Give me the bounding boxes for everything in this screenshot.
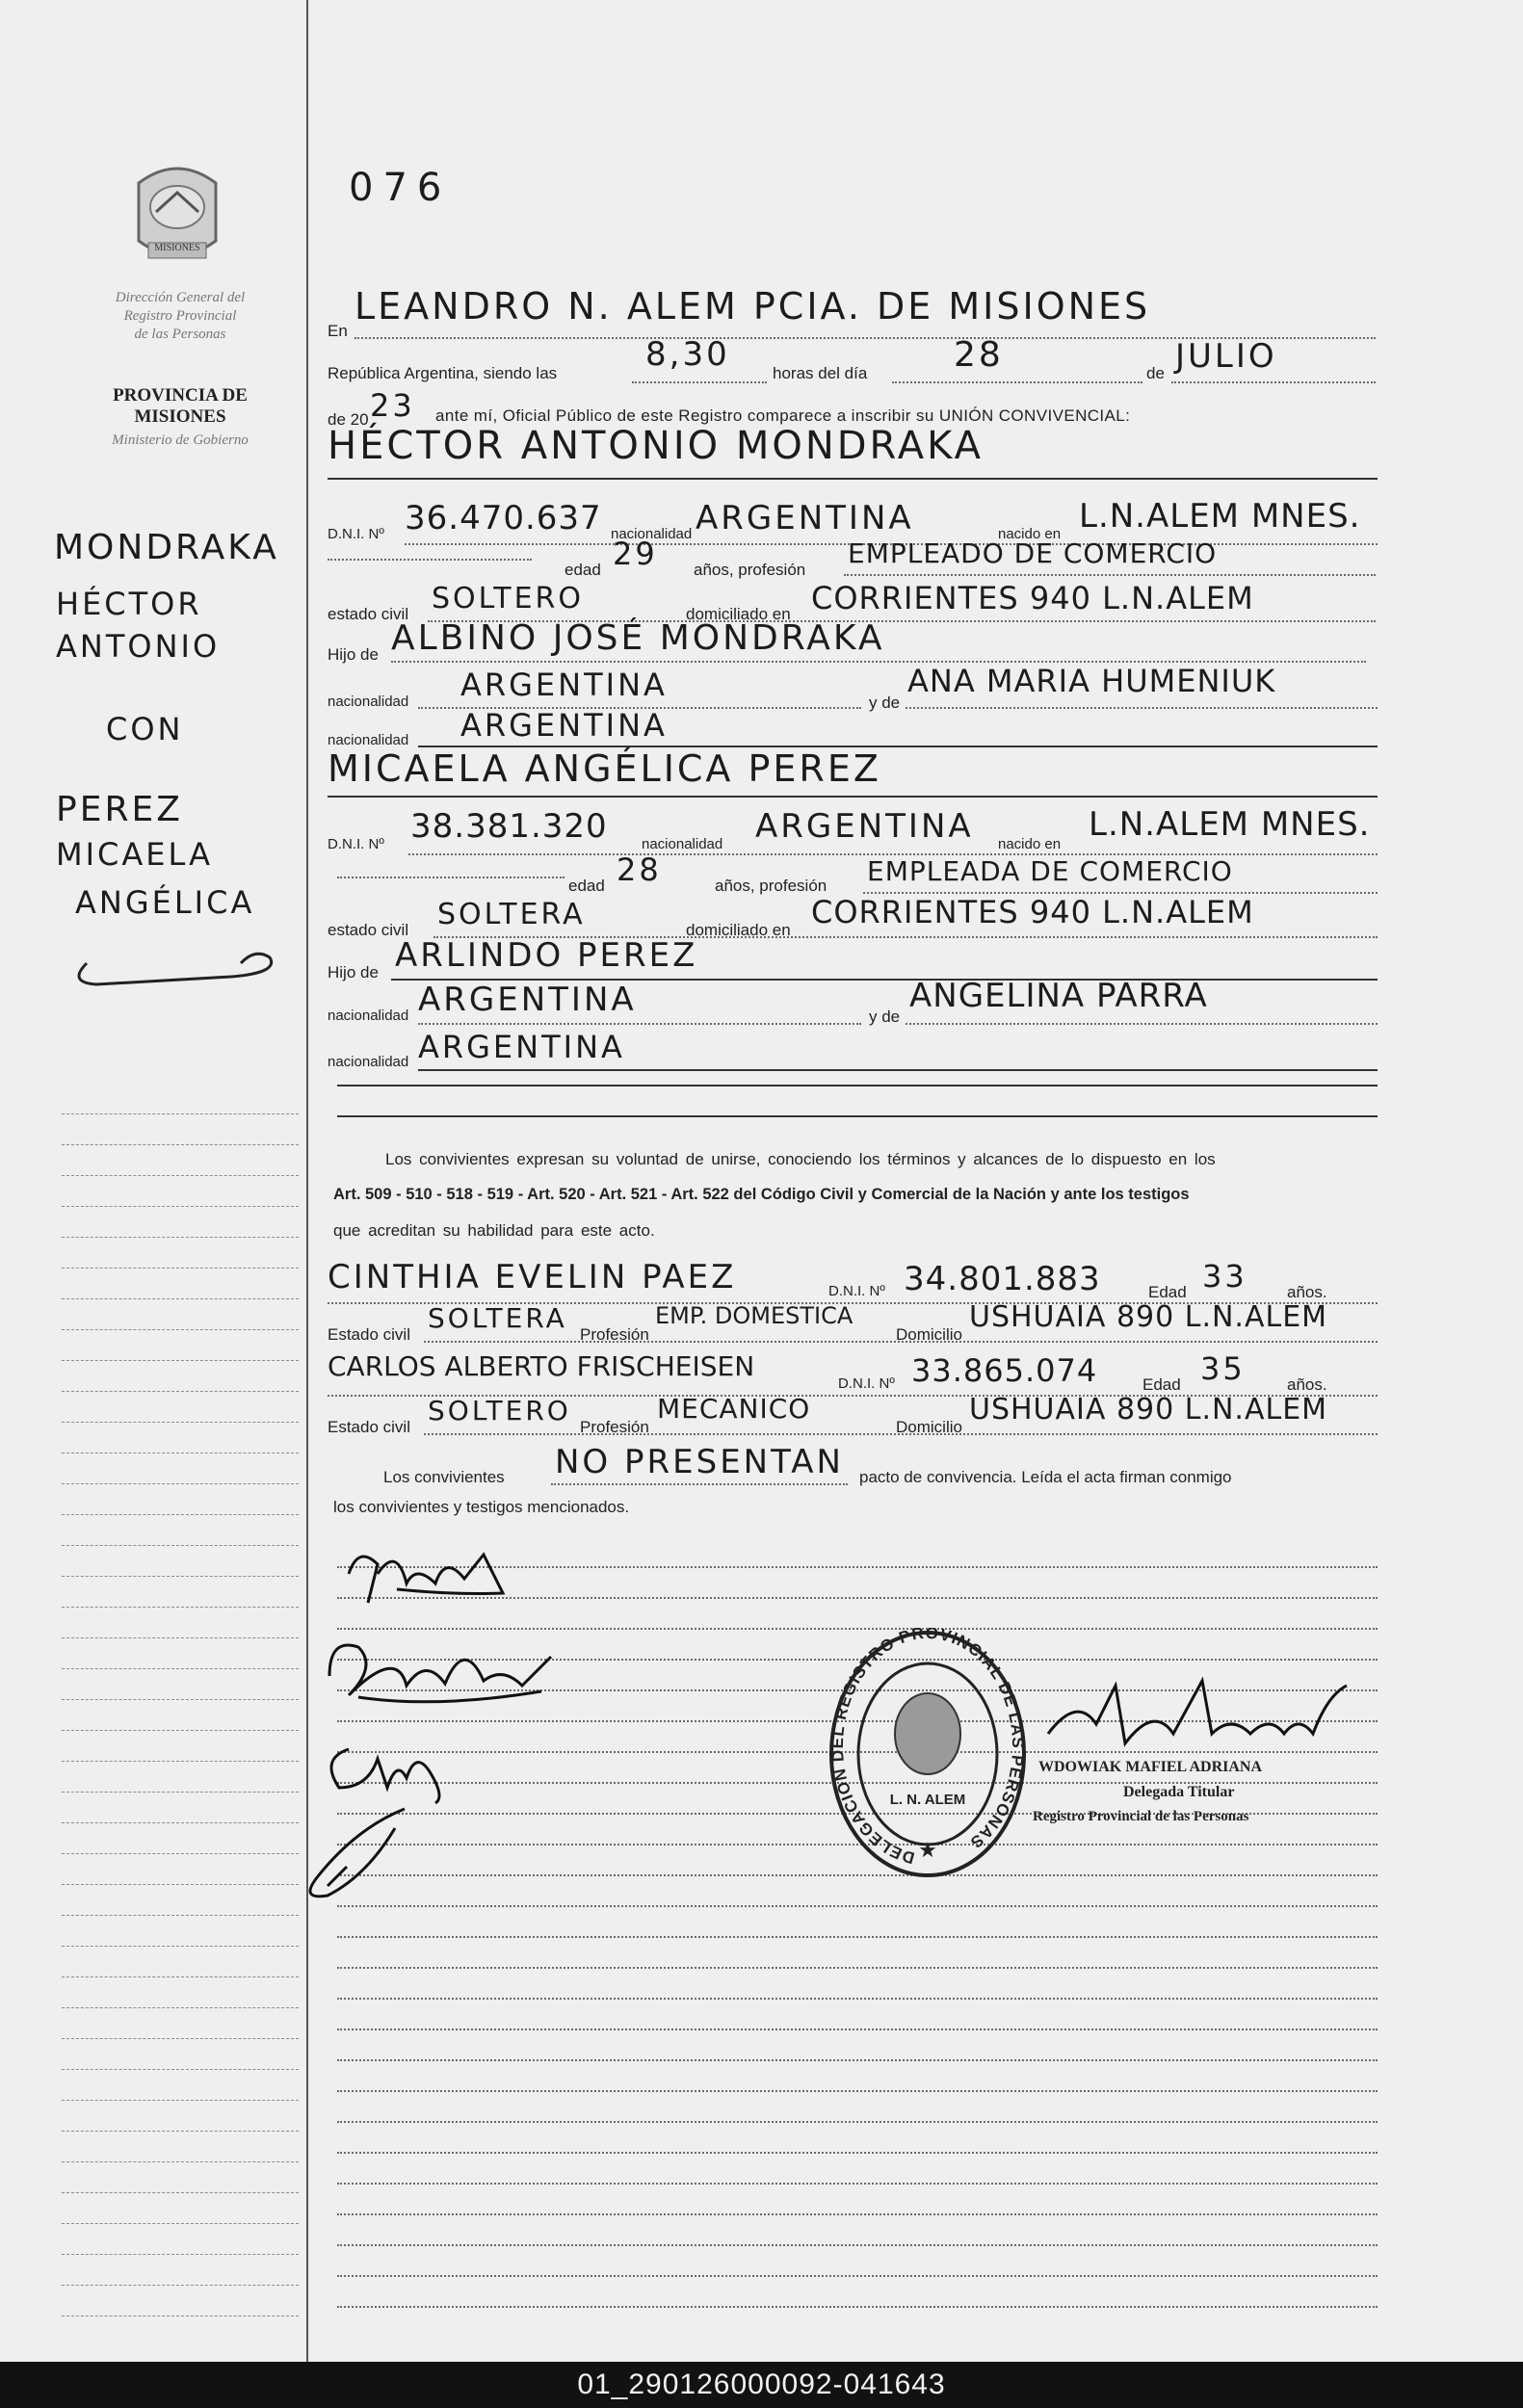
margin-ruled-line bbox=[62, 1699, 299, 1700]
side-name-first-2: MICAELA bbox=[56, 836, 213, 873]
witness1-years-label: años. bbox=[1287, 1283, 1327, 1301]
signature-3 bbox=[320, 1720, 464, 1807]
act-number: 076 bbox=[349, 166, 452, 210]
person1-age-pre-line bbox=[328, 559, 532, 561]
person1-profession-label: años, profesión bbox=[694, 561, 806, 579]
ruled-line bbox=[337, 1998, 1378, 2000]
witness2-name: CARLOS ALBERTO FRISCHEISEN bbox=[328, 1350, 755, 1382]
margin-ruled-line bbox=[62, 2038, 299, 2039]
day-value: 28 bbox=[954, 335, 1004, 375]
margin-ruled-line bbox=[62, 1761, 299, 1762]
person1-mother-nat-label: nacionalidad bbox=[328, 732, 409, 748]
margin-ruled-line bbox=[62, 1422, 299, 1423]
side-name-surname-2: PEREZ bbox=[56, 790, 183, 829]
closing-text-1: pacto de convivencia. Leída el acta firman conmigo bbox=[859, 1468, 1232, 1486]
declaration-line-3: que acreditan su habilidad para este acto. bbox=[333, 1221, 655, 1240]
province-line-2: MISIONES bbox=[134, 406, 226, 427]
month-de-label: de bbox=[1146, 364, 1165, 382]
person1-mother-label: y de bbox=[869, 694, 901, 712]
person2-dni: 38.381.320 bbox=[410, 807, 608, 846]
margin-ruled-line bbox=[62, 2131, 299, 2132]
ruled-line bbox=[337, 1905, 1378, 1907]
person1-birthplace: L.N.ALEM MNES. bbox=[1079, 497, 1361, 536]
year-prefix: de 20 bbox=[328, 410, 369, 429]
witness1-line-2 bbox=[424, 1341, 1378, 1343]
witness1-dni-label: D.N.I. Nº bbox=[828, 1283, 885, 1299]
witness2-dni: 33.865.074 bbox=[911, 1352, 1098, 1389]
person1-father-label: Hijo de bbox=[328, 645, 379, 664]
person1-dni: 36.470.637 bbox=[405, 499, 602, 537]
officer-name: WDOWIAK MAFIEL ADRIANA bbox=[1038, 1759, 1263, 1775]
place-value: LEANDRO N. ALEM PCIA. DE MISIONES bbox=[354, 285, 1151, 327]
person1-father: ALBINO JOSÉ MONDRAKA bbox=[391, 618, 885, 658]
person2-mother-nat-label: nacionalidad bbox=[328, 1054, 409, 1070]
person2-birthplace: L.N.ALEM MNES. bbox=[1089, 805, 1371, 844]
officer-signature bbox=[1038, 1676, 1356, 1772]
stamp-ring-text: DELEGACIÓN DEL REGISTRO PROVINCIAL DE LAS PERSONAS bbox=[827, 1628, 1028, 1868]
person2-mother-nationality: ARGENTINA bbox=[418, 1029, 625, 1065]
margin-ruled-line bbox=[62, 2285, 299, 2286]
margin-ruled-line bbox=[62, 1607, 299, 1608]
year-suffix: 23 bbox=[370, 387, 415, 424]
person1-nationality: ARGENTINA bbox=[696, 499, 914, 537]
margin-ruled-line bbox=[62, 1822, 299, 1823]
margin-ruled-line bbox=[62, 2161, 299, 2162]
witness1-name: CINTHIA EVELIN PAEZ bbox=[328, 1258, 737, 1296]
officer-title: Delegada Titular bbox=[1123, 1784, 1235, 1800]
witness2-address: USHUAIA 890 L.N.ALEM bbox=[969, 1393, 1328, 1426]
ruled-line bbox=[337, 1967, 1378, 1969]
margin-divider bbox=[306, 0, 308, 2362]
ruled-line bbox=[337, 2275, 1378, 2277]
ministry-label: Ministerio de Gobierno bbox=[112, 432, 249, 448]
institution-line-2: Registro Provincial bbox=[123, 308, 237, 324]
person1-profession-line bbox=[844, 574, 1376, 576]
person2-father: ARLINDO PEREZ bbox=[395, 936, 698, 975]
margin-ruled-line bbox=[62, 1946, 299, 1947]
person1-nationality-label: nacionalidad bbox=[611, 526, 693, 542]
margin-ruled-line bbox=[62, 1730, 299, 1731]
person1-mother-nationality: ARGENTINA bbox=[460, 707, 668, 744]
ruled-line bbox=[337, 2152, 1378, 2154]
person2-age: 28 bbox=[617, 851, 662, 888]
person1-dni-label: D.N.I. Nº bbox=[328, 526, 384, 542]
witness2-dni-label: D.N.I. Nº bbox=[838, 1375, 895, 1392]
person2-address-label: domiciliado en bbox=[686, 921, 791, 939]
witness2-civil-status: SOLTERO bbox=[428, 1395, 571, 1426]
side-initial-scribble bbox=[58, 944, 299, 992]
margin-ruled-line bbox=[62, 1144, 299, 1145]
margin-ruled-line bbox=[62, 2192, 299, 2193]
province-crest bbox=[119, 154, 235, 279]
margin-ruled-line bbox=[62, 2254, 299, 2255]
margin-ruled-line bbox=[62, 1175, 299, 1176]
person2-profession-label: años, profesión bbox=[715, 877, 827, 895]
person1-address-label: domiciliado en bbox=[686, 605, 791, 623]
margin-ruled-line bbox=[62, 2069, 299, 2070]
person1-civil-label: estado civil bbox=[328, 605, 409, 623]
witness1-dni: 34.801.883 bbox=[904, 1260, 1101, 1298]
person2-mother-nat-line bbox=[418, 1069, 1378, 1071]
person2-father-nat-label: nacionalidad bbox=[328, 1008, 409, 1024]
blank-line-2 bbox=[337, 1115, 1378, 1117]
ruled-line bbox=[337, 2183, 1378, 2185]
hour-value: 8,30 bbox=[645, 335, 730, 374]
en-label: En bbox=[328, 322, 348, 340]
ruled-line bbox=[337, 2306, 1378, 2308]
side-name-middle-1: ANTONIO bbox=[56, 628, 221, 665]
ruled-line bbox=[337, 2059, 1378, 2061]
margin-ruled-line bbox=[62, 1360, 299, 1361]
person2-father-label: Hijo de bbox=[328, 963, 379, 982]
witness2-profession: MECANICO bbox=[657, 1393, 811, 1425]
margin-ruled-line bbox=[62, 1668, 299, 1669]
witness1-address: USHUAIA 890 L.N.ALEM bbox=[969, 1300, 1328, 1334]
witness2-line-2 bbox=[424, 1433, 1378, 1435]
ruled-line bbox=[337, 2213, 1378, 2215]
margin-ruled-line bbox=[62, 2223, 299, 2224]
person2-address: CORRIENTES 940 L.N.ALEM bbox=[811, 894, 1254, 930]
person2-age-pre-line bbox=[337, 877, 565, 878]
person1-age: 29 bbox=[613, 536, 658, 572]
person2-civil-label: estado civil bbox=[328, 921, 409, 939]
margin-ruled-line bbox=[62, 2100, 299, 2101]
person2-dni-label: D.N.I. Nº bbox=[328, 836, 384, 852]
margin-ruled-line bbox=[62, 1298, 299, 1299]
margin-ruled-line bbox=[62, 1206, 299, 1207]
person1-address: CORRIENTES 940 L.N.ALEM bbox=[811, 580, 1254, 616]
witness1-profession-label: Profesión bbox=[580, 1325, 649, 1344]
closing-line bbox=[551, 1483, 848, 1485]
declaration-line-2: Art. 509 - 510 - 518 - 519 - Art. 520 - Art. 521 - Art. 522 del Código Civil y Comercial de la Nación y ante los testigos bbox=[333, 1186, 1190, 1203]
margin-ruled-line bbox=[62, 1637, 299, 1638]
footer-code: 01_290126000092-041643 bbox=[0, 2362, 1523, 2408]
person2-mother: ANGELINA PARRA bbox=[909, 977, 1208, 1015]
witness1-address-label: Domicilio bbox=[896, 1325, 962, 1344]
person1-father-nationality: ARGENTINA bbox=[460, 667, 668, 703]
person2-nationality-label: nacionalidad bbox=[642, 836, 723, 852]
margin-ruled-line bbox=[62, 1576, 299, 1577]
institution-line-1: Dirección General del bbox=[115, 290, 246, 305]
closing-label: Los convivientes bbox=[383, 1468, 505, 1486]
person2-mother-line bbox=[906, 1023, 1378, 1025]
witness2-years-label: años. bbox=[1287, 1375, 1327, 1394]
person2-father-nat-line bbox=[418, 1023, 861, 1025]
person2-full-name: MICAELA ANGÉLICA PEREZ bbox=[328, 747, 881, 790]
person2-age-label: edad bbox=[568, 877, 605, 895]
ruled-line bbox=[337, 2121, 1378, 2123]
person2-birthplace-label: nacido en bbox=[998, 836, 1062, 852]
side-connector: CON bbox=[106, 711, 184, 747]
witness1-age: 33 bbox=[1202, 1258, 1247, 1295]
margin-ruled-line bbox=[62, 1237, 299, 1238]
ruled-line bbox=[337, 1936, 1378, 1938]
person1-full-name: HÉCTOR ANTONIO MONDRAKA bbox=[328, 424, 984, 468]
officer-office: Registro Provincial de las Personas bbox=[1033, 1809, 1249, 1824]
witness1-profession: EMP. DOMESTICA bbox=[655, 1302, 853, 1329]
intro-text: ante mí, Oficial Público de este Registro comparece a inscribir su UNIÓN CONVIVENCIAL: bbox=[435, 406, 1131, 425]
margin-ruled-line bbox=[62, 1483, 299, 1484]
margin-ruled-line bbox=[62, 1391, 299, 1392]
closing-value: NO PRESENTAN bbox=[555, 1443, 844, 1481]
witness2-age: 35 bbox=[1200, 1350, 1246, 1387]
institution-line-3: de las Personas bbox=[134, 327, 226, 342]
margin-ruled-line bbox=[62, 1976, 299, 1977]
official-stamp bbox=[827, 1628, 1029, 1880]
person2-mother-label: y de bbox=[869, 1008, 901, 1026]
person2-nationality: ARGENTINA bbox=[755, 807, 974, 846]
margin-ruled-line bbox=[62, 1113, 299, 1114]
margin-ruled-line bbox=[62, 1329, 299, 1330]
crest-label: MISIONES bbox=[154, 243, 200, 253]
witness2-profession-label: Profesión bbox=[580, 1418, 649, 1436]
side-name-first-1: HÉCTOR bbox=[56, 586, 202, 622]
closing-text-2: los convivientes y testigos mencionados. bbox=[333, 1498, 630, 1516]
margin-ruled-line bbox=[62, 1853, 299, 1854]
side-name-middle-2: ANGÉLICA bbox=[75, 884, 255, 921]
month-value: JULIO bbox=[1175, 337, 1277, 376]
signature-1 bbox=[339, 1535, 551, 1612]
margin-ruled-line bbox=[62, 1268, 299, 1269]
witness1-age-label: Edad bbox=[1148, 1283, 1187, 1301]
horas-label: horas del día bbox=[773, 364, 868, 382]
ruled-line bbox=[337, 2028, 1378, 2030]
side-name-surname-1: MONDRAKA bbox=[54, 528, 279, 567]
ruled-line bbox=[337, 2090, 1378, 2092]
person1-name-line bbox=[328, 478, 1378, 480]
margin-ruled-line bbox=[62, 1884, 299, 1885]
margin-ruled-line bbox=[62, 1792, 299, 1793]
witness1-civil-status: SOLTERA bbox=[428, 1302, 567, 1334]
blank-line-1 bbox=[337, 1085, 1378, 1086]
signature-4 bbox=[289, 1799, 424, 1905]
witness2-civil-label: Estado civil bbox=[328, 1418, 410, 1436]
person1-profession: EMPLEADO DE COMERCIO bbox=[848, 537, 1218, 569]
margin-ruled-line bbox=[62, 1545, 299, 1546]
person2-name-line bbox=[328, 796, 1378, 798]
person1-age-label: edad bbox=[565, 561, 601, 579]
person1-father-nat-label: nacionalidad bbox=[328, 694, 409, 710]
person2-civil-status: SOLTERA bbox=[437, 898, 586, 931]
person2-father-nationality: ARGENTINA bbox=[418, 981, 637, 1019]
declaration-line-1: Los convivientes expresan su voluntad de unirse, conociendo los términos y alcances de lo dispuesto en los bbox=[385, 1150, 1216, 1168]
person1-mother: ANA MARIA HUMENIUK bbox=[907, 663, 1276, 699]
margin-ruled-line bbox=[62, 1915, 299, 1916]
province-line-1: PROVINCIA DE bbox=[113, 385, 248, 406]
witness1-civil-label: Estado civil bbox=[328, 1325, 410, 1344]
margin-ruled-line bbox=[62, 2007, 299, 2008]
margin-ruled-line bbox=[62, 1514, 299, 1515]
stamp-center-text: L. N. ALEM bbox=[889, 1792, 966, 1808]
signature-2 bbox=[320, 1628, 570, 1714]
person1-birthplace-label: nacido en bbox=[998, 526, 1062, 542]
witness2-address-label: Domicilio bbox=[896, 1418, 962, 1436]
witness2-age-label: Edad bbox=[1142, 1375, 1181, 1394]
republica-label: República Argentina, siendo las bbox=[328, 364, 558, 382]
ruled-line bbox=[337, 2244, 1378, 2246]
person1-civil-status: SOLTERO bbox=[432, 582, 584, 615]
svg-text:★: ★ bbox=[918, 1838, 937, 1862]
person2-profession: EMPLEADA DE COMERCIO bbox=[867, 855, 1233, 887]
